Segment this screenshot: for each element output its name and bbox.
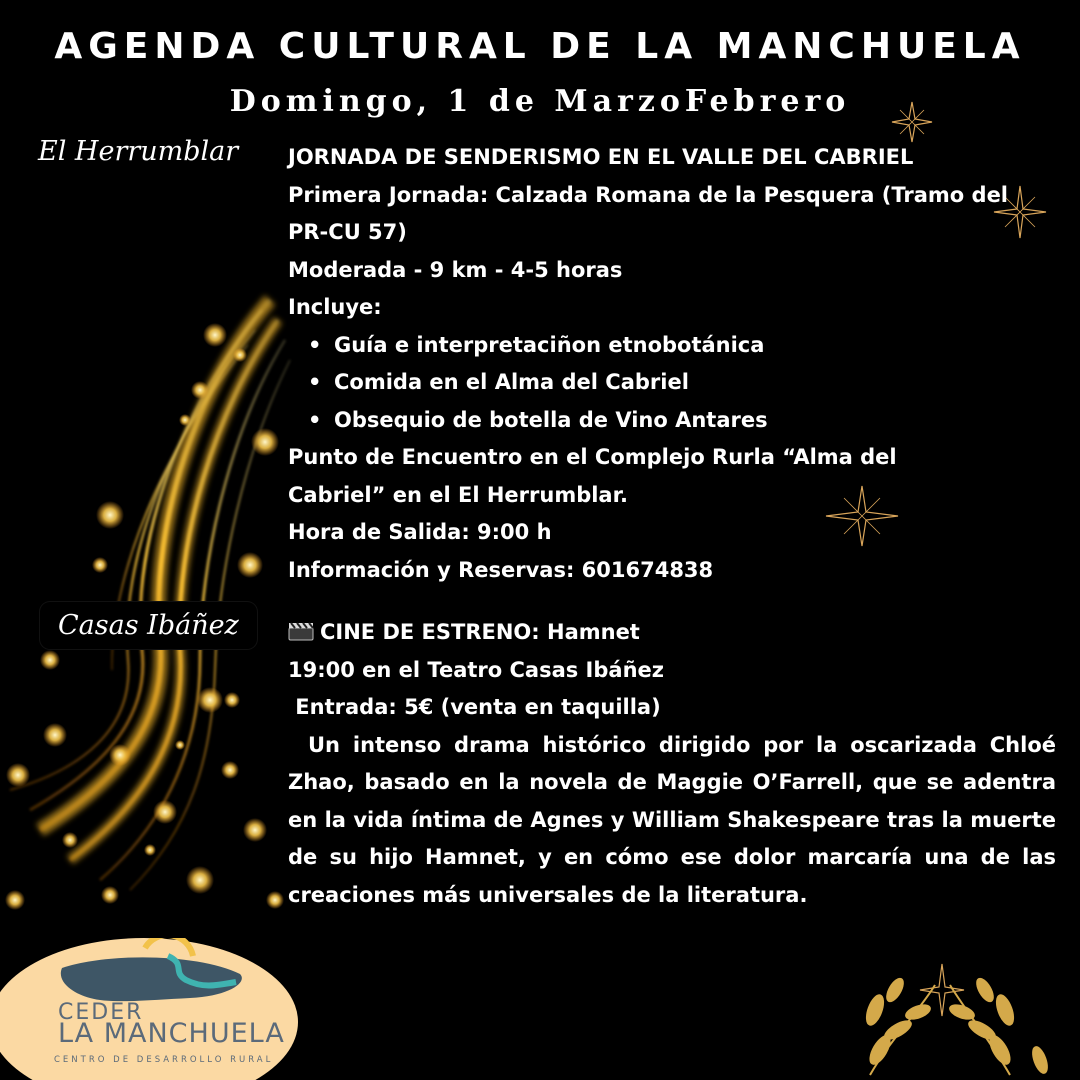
departure-time: Hora de Salida: 9:00 h: [288, 520, 552, 544]
logo-line2: LA MANCHUELA: [58, 1018, 285, 1049]
page-title: AGENDA CULTURAL DE LA MANCHUELA: [54, 26, 1026, 67]
logo-line1: CEDER: [58, 1000, 144, 1025]
clapperboard-icon: [288, 621, 314, 641]
reservation-info: Información y Reservas: 601674838: [288, 557, 714, 582]
event-difficulty: Moderada - 9 km - 4-5 horas: [288, 257, 623, 282]
location-label-casas-ibanez: Casas Ibáñez: [40, 602, 257, 649]
list-item: • Guía e interpretaciñon etnobotánica: [334, 327, 1048, 365]
event-subtitle: Primera Jornada: Calzada Romana de la Pesquera (Tramo del PR-CU 57): [288, 182, 1009, 244]
location-label-el-herrumblar: El Herrumblar: [38, 136, 239, 167]
event-time-place: 19:00 en el Teatro Casas Ibáñez: [288, 657, 664, 682]
includes-list: [288, 327, 1048, 440]
meeting-point: Punto de Encuentro en el Complejo Rurla “Alma del Cabriel” en el El Herrumblar.: [288, 445, 897, 507]
event-title: JORNADA DE SENDERISMO EN EL VALLE DEL CABRIEL: [288, 145, 914, 169]
list-item: • Comida en el Alma del Cabriel: [334, 364, 1048, 402]
list-item: • Obsequio de botella de Vino Antares: [334, 402, 1048, 440]
light-streaks-glow: [40, 300, 278, 860]
event-hiking: [288, 139, 1048, 589]
event-title-row: [288, 614, 1056, 652]
logo-tagline: CENTRO DE DESARROLLO RURAL: [54, 1055, 274, 1065]
event-price: Entrada: 5€ (venta en taquilla): [288, 695, 661, 719]
includes-label: Incluye:: [288, 295, 382, 319]
event-date: Domingo, 1 de MarzoFebrero: [229, 84, 851, 119]
event-title: CINE DE ESTRENO: Hamnet: [320, 620, 640, 644]
event-cinema: [288, 614, 1056, 914]
light-streaks: [10, 300, 290, 890]
event-description: Un intenso drama histórico dirigido por la oscarizada Chloé Zhao, basado en la novela de Maggie O’Farrell, que se adentra en la vida íntima de Agnes y William Shakespeare tras la muerte de su hijo Hamnet, y en cómo ese dolor marcaría una de las creaciones más universales de la literatura.: [288, 732, 1056, 907]
